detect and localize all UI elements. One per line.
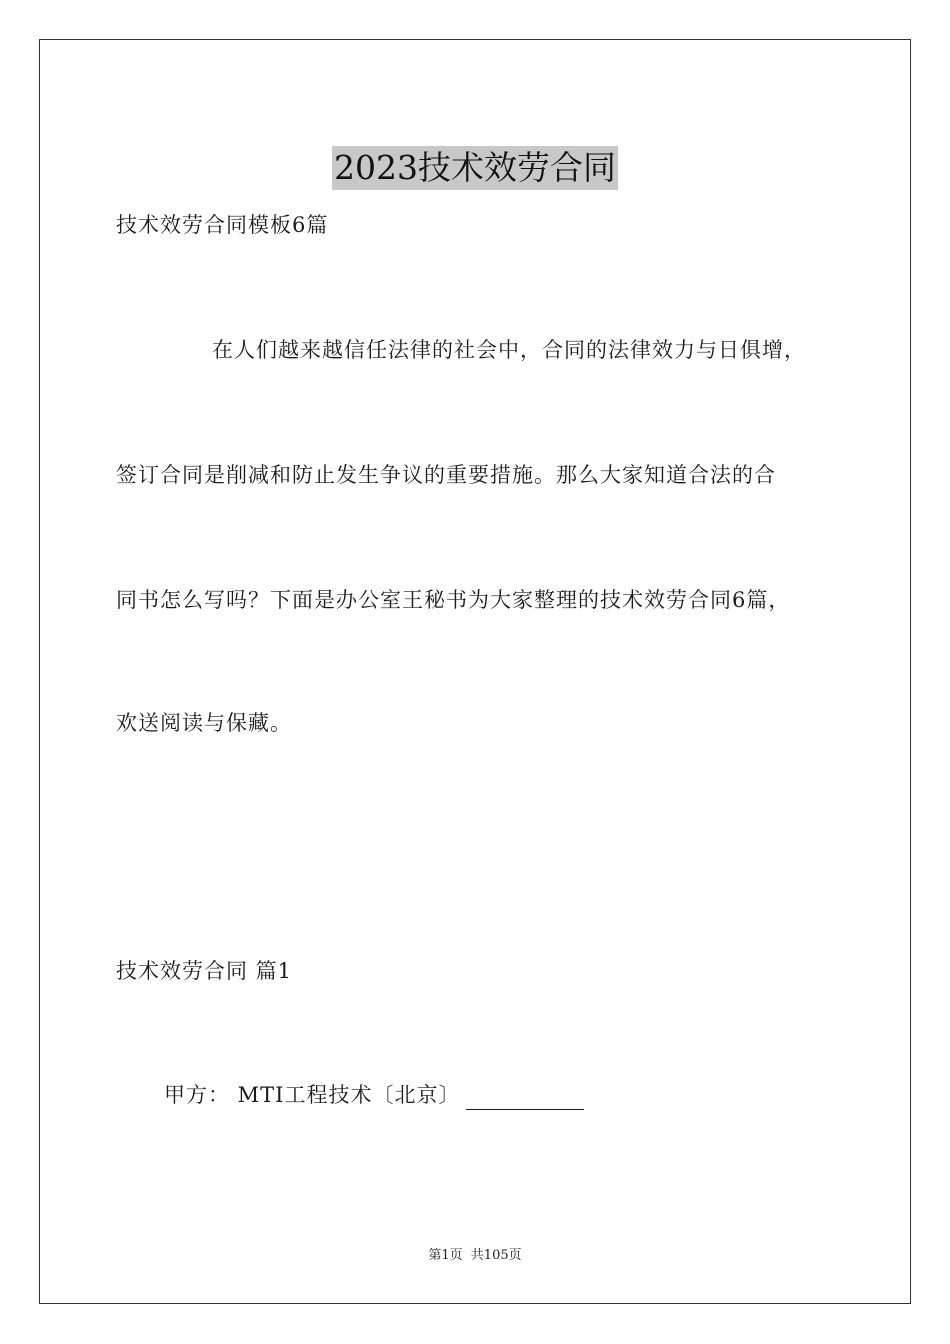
document-subtitle: 技术效劳合同模板6篇 — [116, 213, 329, 237]
fill-in-blank — [466, 1087, 584, 1110]
paragraph-line-2: 签订合同是削减和防止发生争议的重要措施。那么大家知道合法的合 — [116, 463, 776, 487]
paragraph-line-3: 同书怎么写吗？下面是办公室王秘书为大家整理的技术效劳合同6篇， — [116, 588, 791, 612]
party-a-text: 甲方： MTI工程技术〔北京〕 — [164, 1083, 461, 1107]
party-a-line — [164, 1080, 584, 1110]
footer-current-page: 第1页 — [428, 1248, 463, 1263]
footer-total-pages: 共105页 — [470, 1248, 522, 1263]
page-footer — [0, 1247, 950, 1265]
title-container — [0, 124, 950, 212]
paragraph-line-1: 在人们越来越信任法律的社会中，合同的法律效力与日俱增， — [212, 338, 806, 362]
paragraph-line-4: 欢送阅读与保藏。 — [116, 711, 292, 735]
document-title: 2023技术效劳合同 — [332, 146, 618, 190]
section-heading: 技术效劳合同 篇1 — [116, 959, 293, 983]
